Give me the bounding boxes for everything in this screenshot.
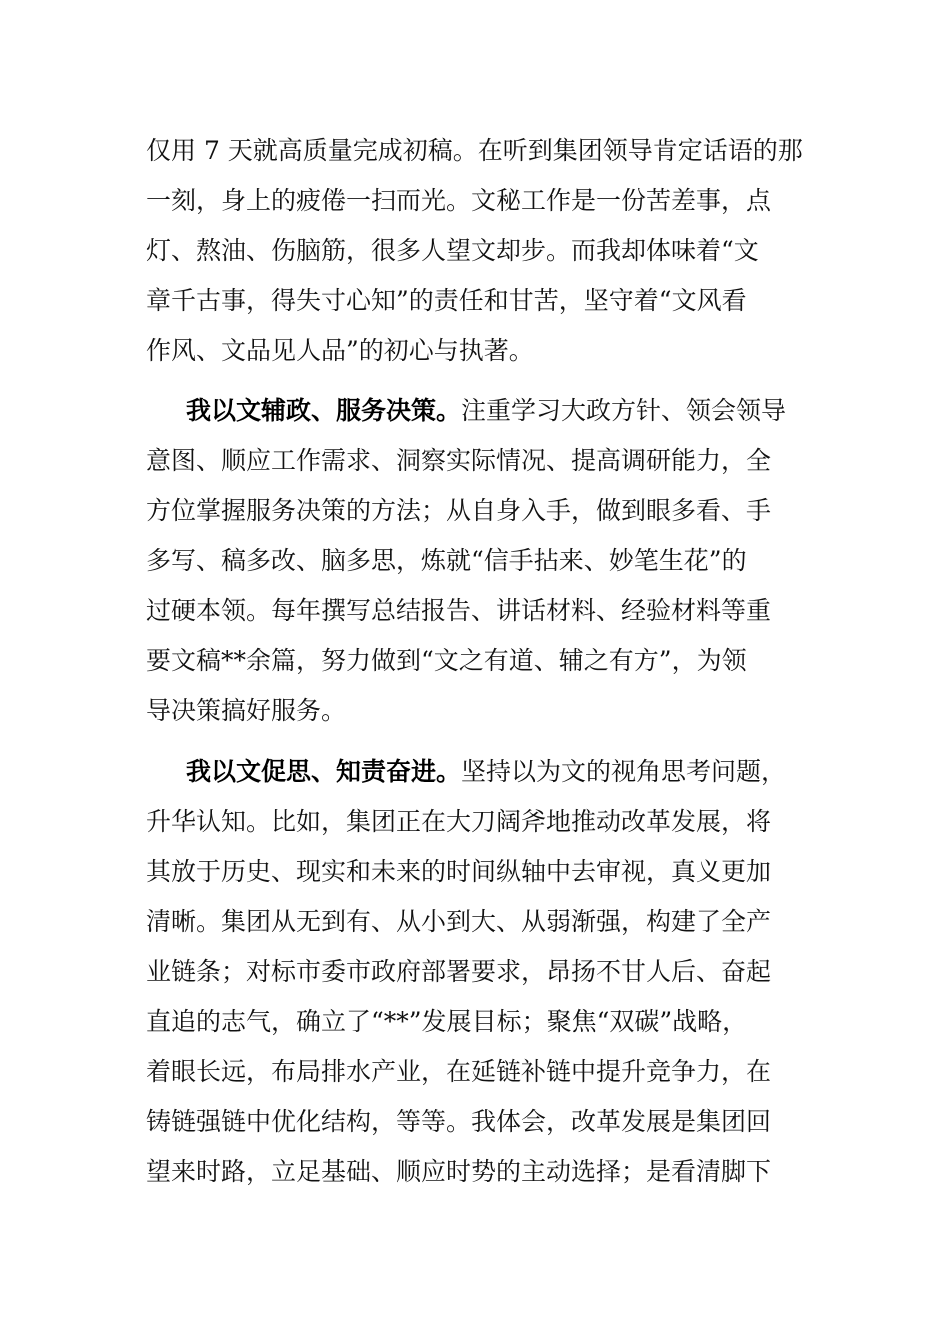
paragraph-2-line-7: 导决策搞好服务。 <box>146 696 347 725</box>
paragraph-3-line-1 <box>186 749 826 795</box>
paragraph-2-line-1-text: 注重学习大政方针、领会领导 <box>461 396 787 425</box>
paragraph-2-line-5: 过硬本领。每年撰写总结报告、讲话材料、经验材料等重 <box>146 596 772 625</box>
paragraph-1-line-1: 仅用 7 天就高质量完成初稿。在听到集团领导肯定话语的那 <box>146 136 803 165</box>
paragraph-2-line-2: 意图、顺应工作需求、洞察实际情况、提高调研能力，全 <box>146 446 772 475</box>
paragraph-3-line-9: 望来时路，立足基础、顺应时势的主动选择；是看清脚下 <box>146 1157 772 1186</box>
paragraph-3-line-8: 铸链强链中优化结构，等等。我体会，改革发展是集团回 <box>146 1107 772 1136</box>
paragraph-3-line-5: 业链条；对标市委市政府部署要求，昂扬不甘人后、奋起 <box>146 957 772 986</box>
paragraph-2-heading: 我以文辅政、服务决策。 <box>186 396 462 425</box>
paragraph-2-line-1 <box>186 388 826 434</box>
paragraph-3-line-7: 着眼长远，布局排水产业，在延链补链中提升竞争力，在 <box>146 1057 772 1086</box>
paragraph-3-line-1-text: 坚持以为文的视角思考问题， <box>461 757 787 786</box>
paragraph-2-line-3: 方位掌握服务决策的方法；从自身入手，做到眼多看、手 <box>146 496 772 525</box>
paragraph-3-line-3: 其放于历史、现实和未来的时间纵轴中去审视，真义更加 <box>146 857 772 886</box>
paragraph-3-line-4: 清晰。集团从无到有、从小到大、从弱渐强，构建了全产 <box>146 907 772 936</box>
paragraph-3-line-2: 升华认知。比如，集团正在大刀阔斧地推动改革发展，将 <box>146 807 772 836</box>
paragraph-2-line-4: 多写、稿多改、脑多思，炼就“信手拈来、妙笔生花”的 <box>146 546 747 575</box>
paragraph-1-line-2: 一刻，身上的疲倦一扫而光。文秘工作是一份苦差事，点 <box>146 186 772 215</box>
paragraph-1-line-5: 作风、文品见人品”的初心与执著。 <box>146 336 534 365</box>
paragraph-3-line-6: 直追的志气，确立了“**”发展目标；聚焦“双碳”战略， <box>146 1007 748 1036</box>
paragraph-2-line-6: 要文稿**余篇，努力做到“文之有道、辅之有方”，为领 <box>146 646 747 675</box>
paragraph-1-line-4: 章千古事，得失寸心知”的责任和甘苦，坚守着“文风看 <box>146 286 747 315</box>
paragraph-3-heading: 我以文促思、知责奋进。 <box>186 757 462 786</box>
paragraph-1-line-3: 灯、熬油、伤脑筋，很多人望文却步。而我却体味着“文 <box>146 236 759 265</box>
